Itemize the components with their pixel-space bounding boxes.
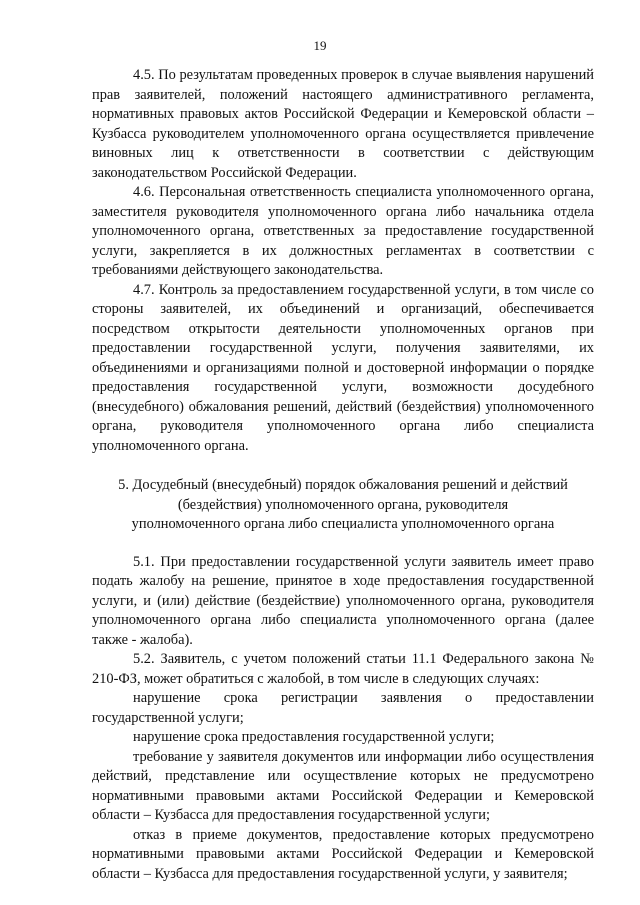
section-heading-line-2: (бездействия) уполномоченного органа, руководителя bbox=[177, 496, 509, 513]
paragraph-5-2: 5.2. Заявитель, с учетом положений статьи 11.1 Федерального закона № 210-ФЗ, может обратиться с жалобой, в том числе в следующих случаях: bbox=[92, 651, 594, 687]
list-item-registration-violation: нарушение срока регистрации заявления о предоставлении государственной услуги; bbox=[92, 690, 594, 726]
page-number: 19 bbox=[313, 38, 327, 53]
list-item-document-refusal: отказ в приеме документов, предоставление которых предусмотрено нормативными правовыми актами Российской Федерации и Кемеровской области – Кузбасса для предоставления государственной услуги, у заявителя; bbox=[92, 826, 594, 882]
list-item-document-requirement: требование у заявителя документов или информации либо осуществления действий, представление или осуществление которых не предусмотрено нормативными правовыми актами Российской Федерации и Кемеровской области – Кузбасса для предоставления государственной услуги; bbox=[92, 748, 594, 823]
list-item-service-term-violation: нарушение срока предоставления государственной услуги; bbox=[133, 729, 495, 745]
section-heading-line-3: уполномоченного органа либо специалиста уполномоченного органа bbox=[131, 516, 555, 532]
paragraph-4-7: 4.7. Контроль за предоставлением государственной услуги, в том числе со стороны заявителей, их объединений и организаций, обеспечивается посредством открытости деятельности уполномоченных органов при предоставлении государственной услуги, получения заявителями, их объединениями и организациями полной и достоверной информации о порядке предоставления государственной услуги, возможности досудебного (внесудебного) обжалования решений, действий (бездействия) уполномоченного органа, руководителя уполномоченного органа либо специалиста уполномоченного органа. bbox=[92, 281, 594, 454]
paragraph-5-1: 5.1. При предоставлении государственной услуги заявитель имеет право подать жалобу на решение, принятое в ходе предоставления государственной услуги, и (или) действие (бездействие) уполномоченного органа, руководителя уполномоченного органа либо специалиста уполномоченного органа (далее также - жалоба). bbox=[92, 553, 594, 648]
paragraph-4-5: 4.5. По результатам проведенных проверок в случае выявления нарушений прав заявителей, положений настоящего административного регламента, нормативных правовых актов Российской Федерации и Кемеровской области – Кузбасса руководителем уполномоченного органа осуществляется привлечение виновных лиц к ответственности в соответствии с действующим законодательством Российской Федерации. bbox=[92, 67, 594, 181]
section-5-heading bbox=[92, 476, 594, 535]
document-body bbox=[92, 66, 594, 884]
paragraph-4-6: 4.6. Персональная ответственность специалиста уполномоченного органа, заместителя руководителя уполномоченного органа либо начальника отдела уполномоченного органа, ответственных за предоставление государственной услуги, закрепляется в их должностных регламентах в соответствии с требованиями действующего законодательства. bbox=[92, 184, 594, 278]
section-heading-line-1: 5. Досудебный (внесудебный) порядок обжалования решений и действий bbox=[118, 477, 568, 493]
